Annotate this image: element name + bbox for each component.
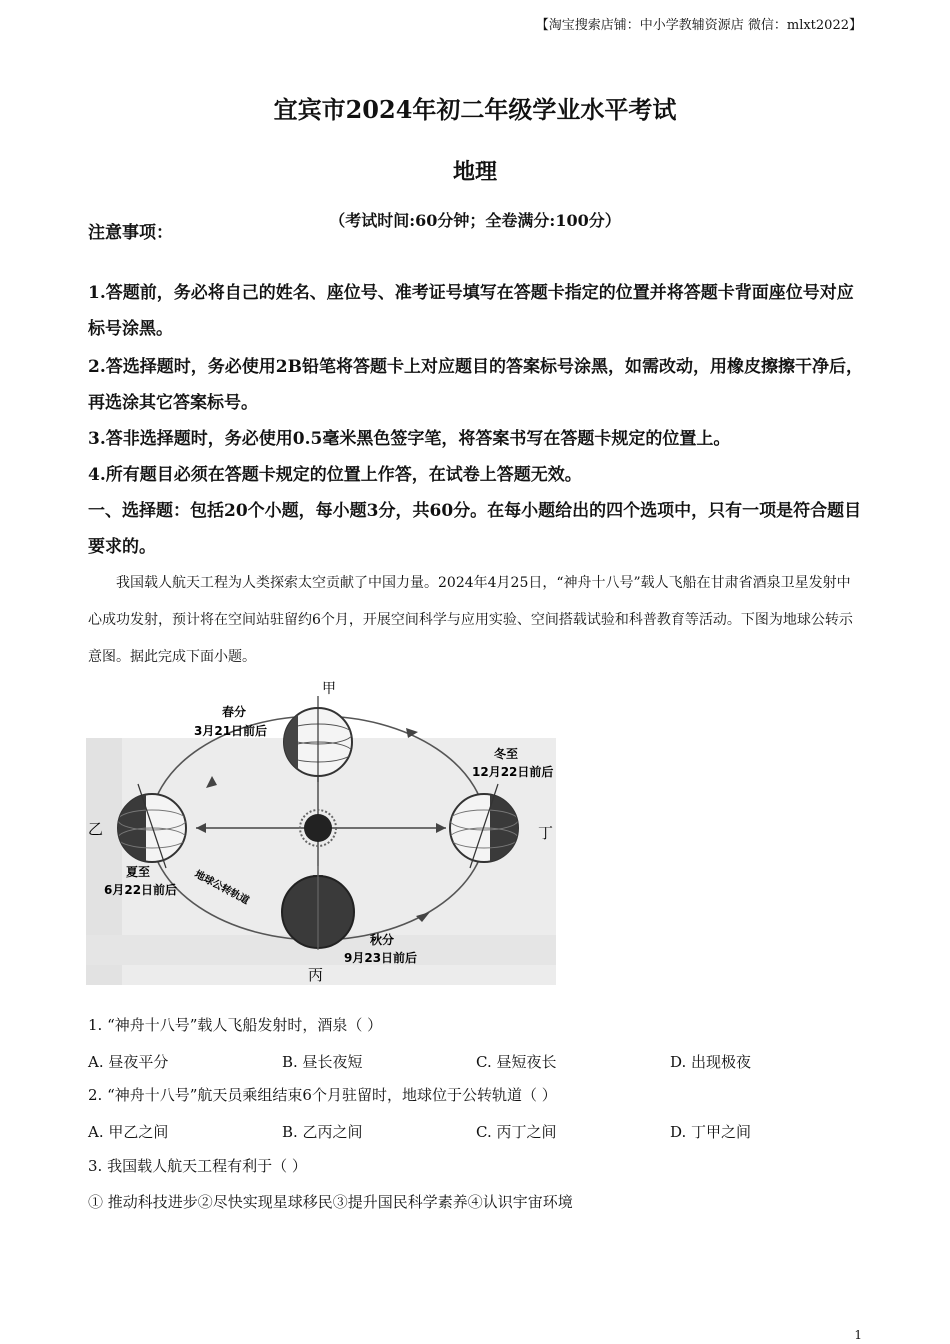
subject-title: 地理 [452, 159, 497, 185]
spring-date: 3月21日前后 [194, 724, 268, 738]
orbit-label: 地球公转轨道 [192, 868, 251, 907]
question-1-option-a: A. 昼夜平分 [88, 1053, 169, 1071]
label-ding: 丁 [538, 824, 554, 842]
note-item-3: 3.答非选择题时，务必使用0.5毫米黑色签字笔，将答案书写在答题卡规定的位置上。 [88, 429, 731, 449]
question-1-stem: 1. “神舟十八号”载人飞船发射时，酒泉（ ） [88, 1016, 383, 1034]
summer-date: 6月22日前后 [104, 883, 178, 897]
question-3-statements: ① 推动科技进步②尽快实现星球移民③提升国民科学素养④认识宇宙环境 [88, 1193, 573, 1211]
question-3-stem: 3. 我国载人航天工程有利于（ ） [88, 1157, 307, 1175]
page-number: 1 [854, 1328, 862, 1342]
exam-info: （考试时间:60分钟；全卷满分:100分） [329, 211, 621, 230]
note-item-1: 1.答题前，务必将自己的姓名、座位号、准考证号填写在答题卡指定的位置并将答题卡背面座位号对应标号涂黑。 [88, 283, 854, 339]
note-item-4: 4.所有题目必须在答题卡规定的位置上作答，在试卷上答题无效。 [88, 465, 582, 485]
winter-name: 冬至 [494, 747, 519, 761]
question-2-option-b: B. 乙丙之间 [282, 1123, 363, 1141]
note-item-2: 2.答选择题时，务必使用2B铅笔将答题卡上对应题目的答案标号涂黑，如需改动，用橡皮擦擦干净后，再选涂其它答案标号。 [88, 357, 863, 413]
summer-name: 夏至 [126, 865, 151, 879]
section-heading: 一、选择题：包括20个小题，每小题3分，共60分。在每小题给出的四个选项中，只有一项是符合题目要求的。 [88, 501, 862, 557]
question-1-option-b: B. 昼长夜短 [282, 1053, 363, 1071]
header-note: 【淘宝搜索店铺：中小学教辅资源店 微信：mlxt2022】 [535, 18, 862, 33]
question-2-option-d: D. 丁甲之间 [670, 1123, 752, 1141]
question-1-option-d: D. 出现极夜 [670, 1053, 752, 1071]
earth-revolution-figure [86, 680, 566, 985]
question-2-stem: 2. “神舟十八号”航天员乘组结束6个月驻留时，地球位于公转轨道（ ） [88, 1086, 557, 1104]
label-bing: 丙 [308, 966, 324, 984]
question-1-option-c: C. 昼短夜长 [476, 1053, 557, 1071]
question-2-option-a: A. 甲乙之间 [88, 1123, 169, 1141]
winter-date: 12月22日前后 [472, 765, 554, 779]
question-2-option-c: C. 丙丁之间 [476, 1123, 557, 1141]
exam-title: 宜宾市2024年初二年级学业水平考试 [273, 95, 677, 124]
label-yi: 乙 [88, 820, 104, 838]
reading-passage: 我国载人航天工程为人类探索太空贡献了中国力量。2024年4月25日，“神舟十八号”载人飞船在甘肃省酒泉卫星发射中心成功发射，预计将在空间站驻留约6个月，开展空间科学与应用实验、空间搭载试验和科普教育等活动。下图为地球公转示意图。据此完成下面小题。 [88, 575, 853, 665]
label-jia: 甲 [322, 681, 336, 697]
notes-heading: 注意事项： [88, 223, 173, 243]
spring-name: 春分 [222, 705, 247, 719]
autumn-name: 秋分 [370, 933, 395, 947]
sun [304, 814, 332, 842]
autumn-date: 9月23日前后 [344, 951, 418, 965]
